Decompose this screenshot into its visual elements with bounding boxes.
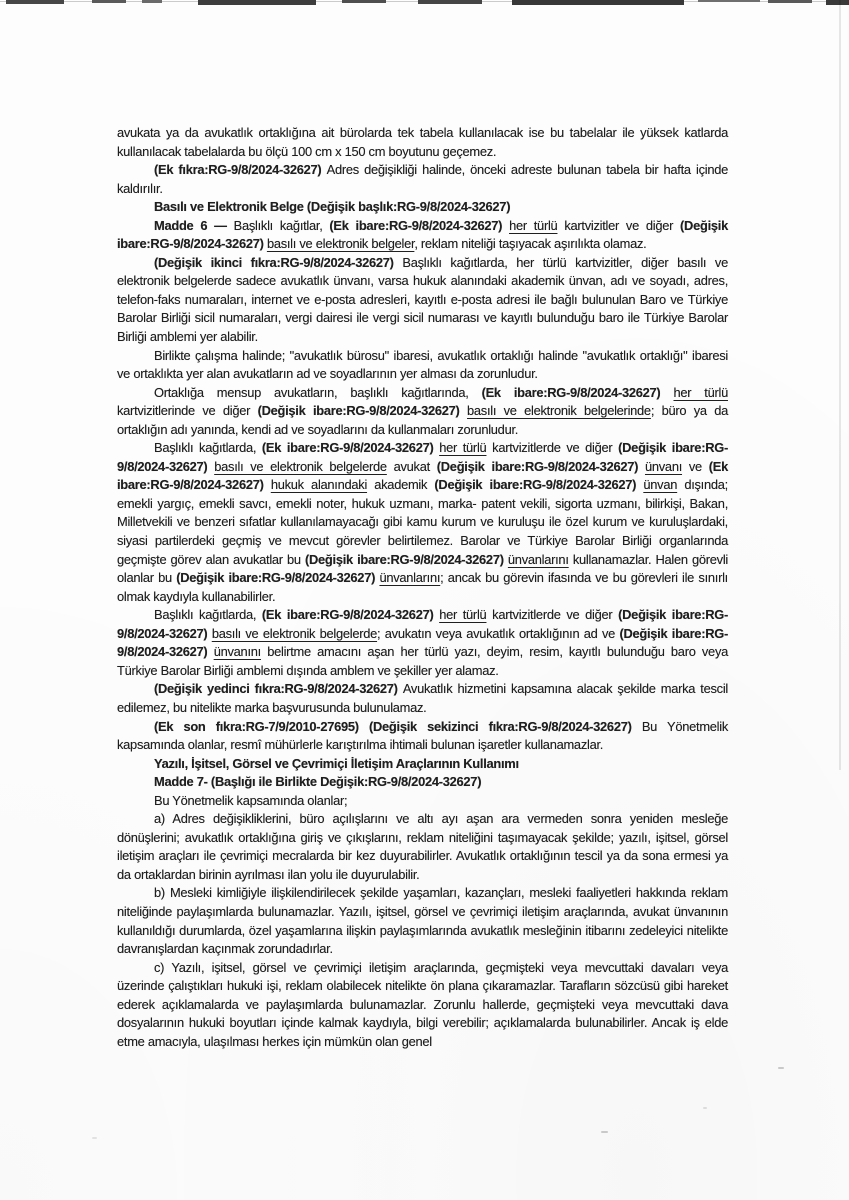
text-run: ünvanını [213,644,261,660]
text-run: basılı ve elektronik belgelerinde [467,403,651,419]
text-run: Ortaklığa mensup avukatların, başlıklı kağıtlarında, [154,384,482,400]
text-run: Başlıklı kağıtlarda, [154,607,262,623]
text-run: Birlikte çalışma halinde; "avukatlık bürosu" ibaresi, avukatlık ortaklığı halinde "avukatlık ortaklığı" ibaresi ve ortaklıkta yer alan avukatların ad ve soyadlarının yer alması da zorunludur. [117,347,728,382]
paragraph [117,718,728,755]
text-run: kullanamazlar. Halen görevli olanlar bu [117,551,728,586]
text-run: her türlü [439,607,487,623]
text-run: (Ek fıkra:RG-9/8/2024-32627) [154,162,327,178]
text-run: Basılı ve Elektronik Belge (Değişik başlık:RG-9/8/2024-32627) [154,199,511,215]
text-run: ünvanlarını [507,551,569,567]
text-run: Madde 7- (Başlığı ile Birlikte Değişik:RG-9/8/2024-32627) [154,774,482,790]
text-run: kartvizitlerinde ve diğer [117,403,258,419]
text-run: (Ek ibare:RG-9/8/2024-32627) [329,217,510,233]
scan-speckle [703,1107,707,1109]
scan-artifact-segment [342,0,386,3]
text-run: her türlü [439,440,487,456]
scan-artifact-segment [826,0,849,5]
paragraph [117,217,728,254]
paragraph [117,959,728,1052]
text-run: b) Mesleki kimliğiyle ilişkilendirilecek şekilde yaşamları, kazançları, mesleki faaliyetleri hakkında reklam niteliğinde paylaşımlarda bulunamazlar. Yazılı, işitsel, görsel ve çevrimiçi iletişim araçlarında, avukat ünvanının kullanıldığı durumlarda, özel yaşamlarına ilişkin paylaşımlarında avukatlık mesleğinin itibarını zedeleyici nitelikte davranışlardan kaçınmak zorundadırlar. [117,885,728,957]
paragraph [117,161,728,198]
paragraph [117,198,728,217]
text-run: (Değişik ibare:RG-9/8/2024-32627) [257,403,468,419]
text-run: ; avukatın veya avukatlık ortaklığının ad ve [377,625,620,641]
scan-speckle [92,1137,97,1139]
text-run: (Ek ibare:RG-9/8/2024-32627) [261,607,440,623]
text-run: (Değişik ibare:RG-9/8/2024-32627) [305,551,508,567]
text-run: Başlıklı kağıtlarda, [154,440,262,456]
text-run: (Değişik ibare:RG-9/8/2024-32627) [176,570,380,586]
text-run: ve [682,458,709,474]
text-run: akademik [367,477,435,493]
text-run: Başlıklı kağıtlar, [233,217,330,233]
scan-artifact-segment [92,0,126,3]
paragraph [117,680,728,717]
scan-artifact-segment [6,0,64,4]
text-run: (Değişik yedinci fıkra:RG-9/8/2024-32627) [154,681,403,697]
text-run: (Değişik ikinci fıkra:RG-9/8/2024-32627) [154,254,403,270]
text-run: basılı ve elektronik belgelerde [214,458,387,474]
paragraph [117,254,728,347]
text-run: basılı ve elektronik belgeler [266,236,415,252]
paragraph [117,606,728,680]
paragraph [117,810,728,884]
text-run: Adres değişikliği halinde, önceki adreste bulunan tabela bir hafta içinde kaldırılır. [117,162,728,196]
text-run: ünvan [643,477,678,493]
document-text [117,124,728,1051]
paragraph [117,439,728,606]
text-run: (Ek son fıkra:RG-7/9/2010-27695) (Değişik sekizinci fıkra:RG-9/8/2024-32627) [154,718,642,734]
text-run: basılı ve elektronik belgelerde [211,625,378,641]
scan-artifact-segment [768,0,812,3]
text-run: her türlü [673,384,728,400]
text-run: belirtme amacını aşan her türlü yazı, deyim, resim, kayıtlı bulunduğu baro veya Türkiye Barolar Birliği amblemi dışında amblem ve şekiller yer alamaz. [117,644,728,678]
text-run: (Ek ibare:RG-9/8/2024-32627) [117,458,728,493]
text-run: (Değişik ibare:RG-9/8/2024-32627) [434,477,644,493]
text-run: (Değişik ibare:RG-9/8/2024-32627) [117,440,728,474]
text-run: dışında; emekli yargıç, emekli savcı, emekli noter, hukuk uzmanı, marka- patent vekili, sigorta uzmanı, bilirkişi, Bakan, Milletvekili ve benzeri sıfatlar kullanılamayacağı gibi kamu kurum ve kuruluşu ile özel kurum ve kuruluşlardaki, siyasi partilerdeki geçmiş ve mevcut görevler belirtilemez. Barolar ve Türkiye Barolar Birliği organlarında geçmişte görev alan avukatlar bu [117,477,728,567]
paragraph [117,755,728,774]
paragraph [117,773,728,792]
text-run: , reklam niteliği taşıyacak aşırılıkta olamaz. [414,236,647,252]
text-run: (Ek ibare:RG-9/8/2024-32627) [481,384,674,400]
paragraph [117,124,728,161]
paragraph [117,792,728,811]
paragraph [117,384,728,440]
text-run: (Ek ibare:RG-9/8/2024-32627) [261,440,440,456]
text-run: ; ancak bu görevin ifasında ve bu görevleri ile sınırlı olmak kaydıyla kullanabilirler. [117,570,728,604]
text-run: Bu Yönetmelik kapsamında olanlar; [154,792,348,808]
text-run: kartvizitlerde ve diğer [486,440,619,456]
text-run: ; büro ya da ortaklığın adı yanında, kendi ad ve soyadlarını da kullanmaları zorunludur. [117,403,728,437]
text-run: Yazılı, İşitsel, Görsel ve Çevrimiçi İletişim Araçlarının Kullanımı [154,755,519,771]
scan-artifact-segment [698,0,760,2]
paragraph [117,347,728,384]
text-run: ünvanı [644,458,683,474]
text-run: c) Yazılı, işitsel, görsel ve çevrimiçi iletişim araçlarında, geçmişteki veya mevcuttaki davaları veya üzerinde çalıştıkları hukuki işi, reklam olabilecek nitelikte ön plana çıkaramazlar. Tarafların sözcüsü gibi hareket ederek açıklamalarda ve paylaşımlarda bulunamazlar. Zorunlu hallerde, geçmişteki veya mevcuttaki dava dosyalarının hukuki boyutları içinde kalmak kaydıyla, bilgi verebilir; açıklamalarda bulunabilirler. Ancak iş elde etme amacıyla, ulaşılması herkes için mümkün olan genel [117,959,728,1049]
text-run: a) Adres değişikliklerini, büro açılışlarını ve altı ayı aşan ara vermeden sonra yeniden mesleğe dönüşlerini; avukatlık ortaklığına giriş ve çıkışlarını, reklam niteliğini taşımayacak şekilde; yazılı, işitsel, görsel iletişim araçları ile çevrimiçi mecralarda bir kez duyurabilirler. Avukatlık ortaklığının tescil ya da sona ermesi ya da ortaklardan birinin ayrılması ilan yolu ile duyurulabilir. [117,811,728,882]
text-run: (Değişik ibare:RG-9/8/2024-32627) [117,625,729,660]
text-run: (Değişik ibare:RG-9/8/2024-32627) [436,458,645,474]
scan-artifact-segment [512,0,684,5]
scan-speckle [601,1131,608,1133]
text-run: kartvizitler ve diğer [557,217,681,233]
text-run: Avukatlık hizmetini kapsamına alacak şekilde marka tescil edilemez, bu nitelikte marka başvurusunda bulunulamaz. [117,681,728,715]
text-run: Başlıklı kağıtlarda, her türlü kartvizitler, diğer basılı ve elektronik belgelerde sadece avukatlık ünvanı, varsa hukuk alanındaki akademik ünvan, adı ve soyadı, adres, telefon-faks numaraları, internet ve e-posta adresleri, kayıtlı e-posta adresi ile bağlı bulunulan Baro ve Türkiye Barolar Birliği sicil numaraları, vergi dairesi ile vergi sicil numarası ve kayıtlı bulunduğu baro ile Türkiye Barolar Birliği amblemi yer alabilir. [117,254,728,345]
text-run: Madde 6 — [154,217,234,233]
scan-speckle [778,1067,784,1069]
scan-artifact-right-edge [839,0,841,770]
text-run: avukat [386,458,437,474]
text-run: (Değişik ibare:RG-9/8/2024-32627) [117,217,728,252]
scan-artifact-segment [142,0,162,3]
text-run: her türlü [509,217,558,233]
text-run: hukuk alanındaki [270,477,368,493]
paragraph [117,884,728,958]
text-run: (Değişik ibare:RG-9/8/2024-32627) [117,607,728,641]
text-run: Bu Yönetmelik kapsamında olanlar, resmî mühürlerle karıştırılma ihtimali bulunan işaretler kullanamazlar. [117,718,729,753]
scan-artifact-segment [418,0,482,4]
scan-artifact-top-edge [0,0,849,8]
scan-artifact-segment [198,0,316,5]
text-run: avukata ya da avukatlık ortaklığına ait bürolarda tek tabela kullanılacak ise bu tabelalar ile yüksek katlarda kullanılacak tabelalarda bu ölçü 100 cm x 150 cm boyutunu geçemez. [117,125,728,159]
text-run: kartvizitlerde ve diğer [486,607,619,623]
text-run: ünvanlarını [379,570,441,586]
